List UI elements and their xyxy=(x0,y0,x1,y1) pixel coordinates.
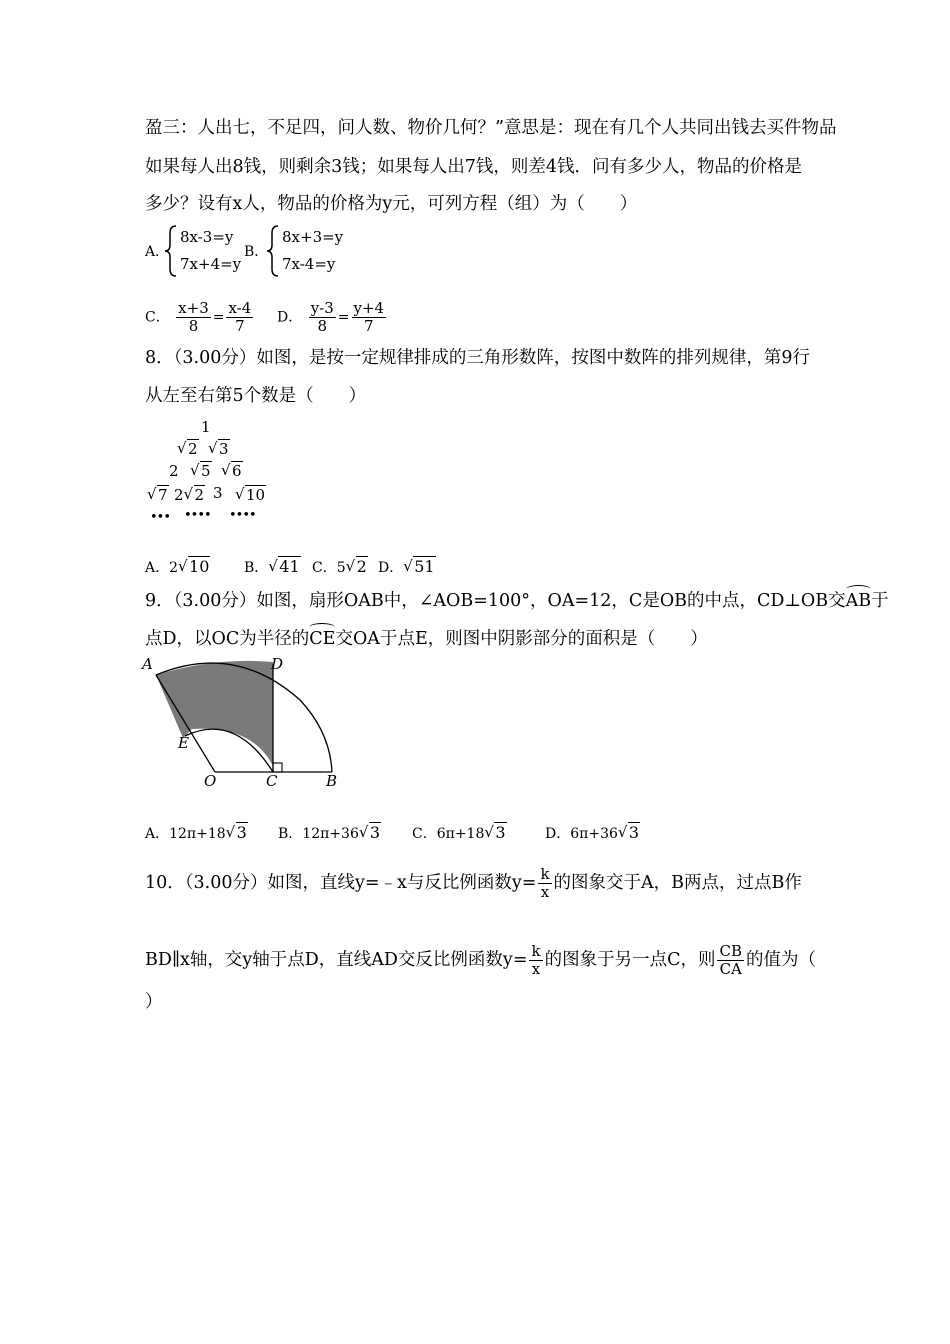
q8-row1-1: 1 xyxy=(201,418,211,436)
q7-option-d-label: D． xyxy=(277,309,303,326)
q10-fraction-cb-over-ca: $\frac{CB}{CA}$ xyxy=(719,942,742,978)
q9-line2: 点D，以OC为半径的CE交OA于点E，则图中阴影部分的面积是（ ） xyxy=(145,629,708,649)
q9-option-b: B．12π+36 √ 3 xyxy=(278,823,381,842)
q8-dots-3: •••• xyxy=(229,508,256,523)
q8-option-a: A．2 √ 10 xyxy=(145,557,210,576)
q8-line2: 从左至右第5个数是（ ） xyxy=(145,386,367,406)
q7-option-d-fraction-2: $\frac{y+4}{7}$ xyxy=(353,299,385,335)
q9-label-b: B xyxy=(326,772,338,790)
q10-fraction-k-over-x-2: $\frac{k}{x}$ xyxy=(531,942,541,978)
q9-label-a: A xyxy=(142,655,153,673)
q8-dots-1: ••• xyxy=(150,510,171,525)
q9-sector-figure xyxy=(140,652,350,797)
q7-option-a-system xyxy=(180,224,241,278)
q9-label-c: C xyxy=(266,772,278,790)
q7-option-b-eq2: 7x-4=y xyxy=(282,255,336,273)
q10-line1: 10．（3.00分）如图，直线y=﹣x与反比例函数y= $\frac{k}{x}$ 的图象交于A，B两点，过点B作 xyxy=(145,865,802,901)
q7-option-b-system xyxy=(282,224,343,278)
q7-option-c-fraction-1: $\frac{x+3}{8}$ xyxy=(178,299,209,335)
q7-line2: 如果每人出8钱，则剩余3钱；如果每人出7钱，则差4钱．问有多少人，物品的价格是 xyxy=(145,157,803,177)
q7-line1: 盈三：人出七，不足四，问人数、物价几何？”意思是：现在有几个人共同出钱去买件物品 xyxy=(145,118,837,138)
q7-option-d-equals: = xyxy=(337,309,350,326)
q9-arc-ab: AB xyxy=(845,591,872,611)
q8-row3-2: √ 5 xyxy=(190,461,211,480)
q7-option-c-label: C． xyxy=(145,309,170,326)
q8-row4-4: √ 10 xyxy=(235,485,266,504)
q8-option-d: D． √ 51 xyxy=(378,557,435,576)
q9-right-angle-mark xyxy=(273,763,282,772)
q7-option-d-fraction-1: $\frac{y-3}{8}$ xyxy=(310,299,334,335)
q9-option-d: D．6π+36 √ 3 xyxy=(545,823,640,842)
q8-row3-3: √ 6 xyxy=(221,461,242,480)
q9-label-e: E xyxy=(178,734,189,752)
q9-label-o: O xyxy=(204,772,217,790)
q8-row2-2: √ 3 xyxy=(208,439,229,458)
q7-option-d xyxy=(277,300,388,335)
q9-line1: 9．（3.00分）如图，扇形OAB中，∠AOB=100°，OA=12，C是OB的中点，CD⊥OB交AB于 xyxy=(145,591,889,611)
q8-line1: 8．（3.00分）如图，是按一定规律排成的三角形数阵，按图中数阵的排列规律，第9行 xyxy=(145,348,810,368)
q7-option-a-eq2: 7x+4=y xyxy=(180,255,242,273)
q7-option-c-fraction-2: $\frac{x-4}{7}$ xyxy=(228,299,252,335)
q7-option-a-label: A． xyxy=(145,244,170,260)
q10-line3: ） xyxy=(145,992,163,1012)
q8-dots-2: •••• xyxy=(184,508,211,523)
q7-option-b-label: B． xyxy=(244,244,269,260)
q10-fraction-k-over-x-1: $\frac{k}{x}$ xyxy=(540,865,550,901)
q7-option-c xyxy=(145,300,255,335)
q8-row4-2: 2 √ 2 xyxy=(174,485,205,504)
q8-row2-1: √ 2 xyxy=(177,439,198,458)
q7-option-b-eq1: 8x+3=y xyxy=(282,228,344,246)
q9-label-d: D xyxy=(271,655,284,673)
q7-option-c-equals: = xyxy=(212,309,225,326)
q9-option-c: C．6π+18 √ 3 xyxy=(412,823,506,842)
q7-line3: 多少？设有x人，物品的价格为y元，可列方程（组）为（ ） xyxy=(145,194,638,214)
q10-line2: BD∥x轴，交y轴于点D，直线AD交反比例函数y= $\frac{k}{x}$ 的图象于另一点C，则 $\frac{CB}{CA}$ 的值为（ xyxy=(145,942,816,978)
q8-row4-3: 3 xyxy=(213,484,223,502)
q8-row4-1: √ 7 xyxy=(147,485,168,504)
q7-option-b-brace xyxy=(266,225,280,277)
q7-option-a-eq1: 8x-3=y xyxy=(180,228,234,246)
q8-option-c: C．5 √ 2 xyxy=(312,557,367,576)
q8-option-b: B． √ 41 xyxy=(244,557,300,576)
q9-arc-ce: CE xyxy=(309,629,336,649)
q9-option-a: A．12π+18 √ 3 xyxy=(145,823,247,842)
q7-option-a-brace xyxy=(164,225,178,277)
q8-row3-1: 2 xyxy=(169,462,179,480)
